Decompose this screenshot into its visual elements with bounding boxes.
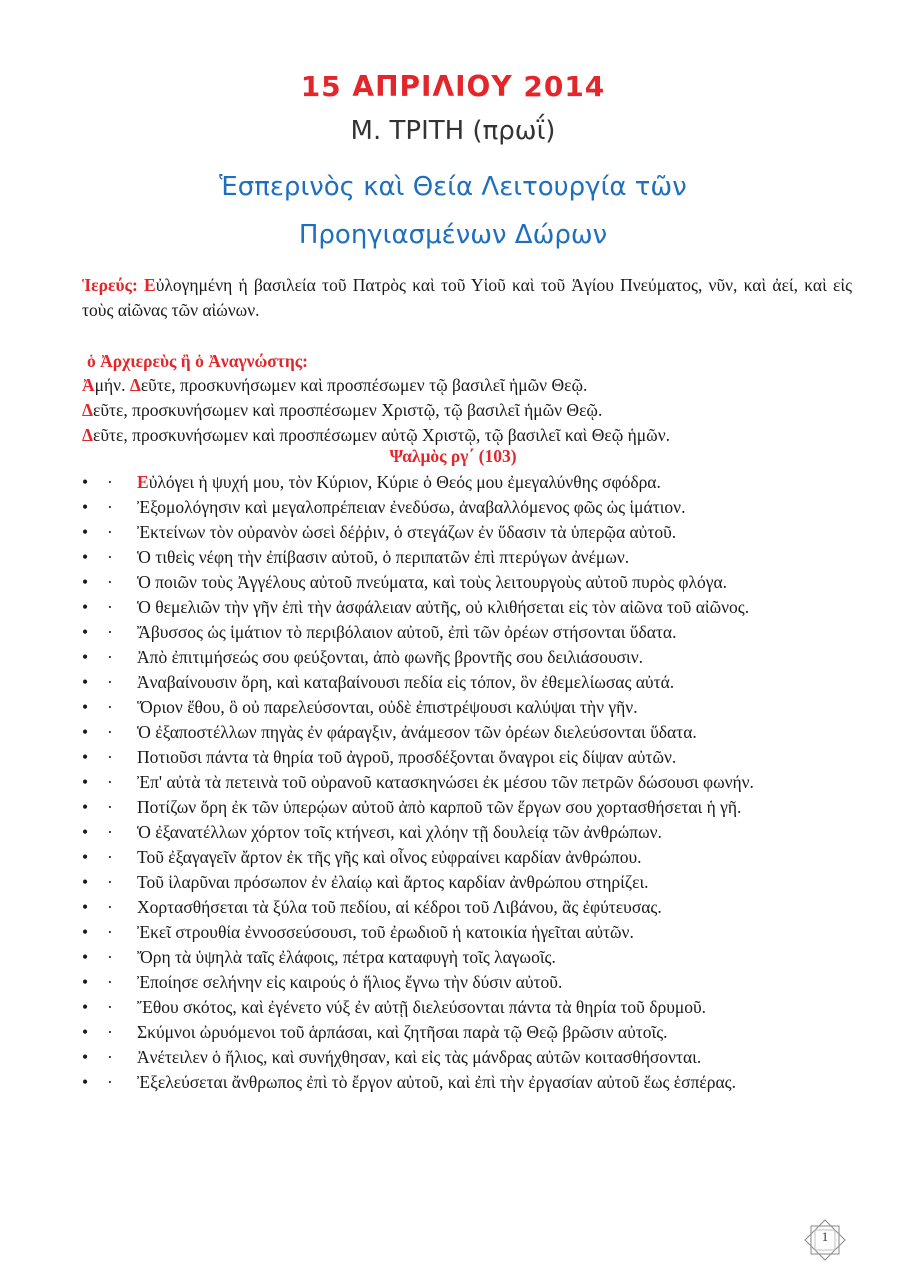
bullet-icon: • (82, 622, 89, 642)
verse-dot-marker: · (107, 697, 113, 717)
verse-dot-marker: · (107, 1072, 113, 1092)
verse-text: Ἔθου σκότος, καὶ ἐγένετο νύξ ἐν αὐτῇ διελεύσονται πάντα τὰ θηρία τοῦ δρυμοῦ. (137, 997, 707, 1017)
verse-dot-marker: · (107, 972, 113, 992)
bullet-icon: • (82, 747, 89, 767)
psalm-verse (82, 620, 852, 645)
verse-dot-marker: · (107, 522, 113, 542)
psalm-verse (82, 1020, 852, 1045)
psalm-verse (82, 670, 852, 695)
psalm-verse (82, 570, 852, 595)
verse-initial: Ε (137, 472, 149, 492)
bullet-icon: • (82, 997, 89, 1017)
verse-text: Ὁ ἐξαποστέλλων πηγὰς ἐν φάραγξιν, ἀνάμεσον τῶν ὀρέων διελεύσονται ὕδατα. (137, 722, 697, 742)
verse-text: Ὁ ἐξανατέλλων χόρτον τοῖς κτήνεσι, καὶ χλόην τῇ δουλείᾳ τῶν ἀνθρώπων. (137, 822, 662, 842)
psalm-verse (82, 820, 852, 845)
psalm-verse (82, 695, 852, 720)
psalm-verse (82, 495, 852, 520)
verse-text: Ὅριον ἔθου, ὃ οὐ παρελεύσονται, οὐδὲ ἐπιστρέψουσι καλύψαι τὴν γῆν. (137, 697, 638, 717)
verse-text: Ἄβυσσος ὡς ἱμάτιον τὸ περιβόλαιον αὐτοῦ, ἐπὶ τῶν ὀρέων στήσονται ὕδατα. (137, 622, 677, 642)
verse-text: Ἐπ' αὐτὰ τὰ πετεινὰ τοῦ οὐρανοῦ κατασκηνώσει ἐκ μέσου τῶν πετρῶν δώσουσι φωνήν. (137, 772, 754, 792)
verse-dot-marker: · (107, 1022, 113, 1042)
service-title-text: Ἑσπερινὸς καὶ Θεία Λειτουργία τῶν Προηγιασμένων Δώρων (219, 172, 687, 250)
intro-initial: Ε (144, 275, 156, 295)
verse-dot-marker: · (107, 547, 113, 567)
bullet-icon: • (82, 497, 89, 517)
psalm-verse (82, 1070, 852, 1095)
response-text: εῦτε, προσκυνήσωμεν καὶ προσπέσωμεν τῷ βασιλεῖ ἡμῶν Θεῷ. (140, 375, 588, 395)
verse-text: Ὁ θεμελιῶν τὴν γῆν ἐπὶ τὴν ἀσφάλειαν αὐτῆς, οὐ κλιθήσεται εἰς τὸν αἰῶνα τοῦ αἰῶνος. (137, 597, 750, 617)
verse-dot-marker: · (107, 722, 113, 742)
bullet-icon: • (82, 847, 89, 867)
psalm-verse (82, 870, 852, 895)
verse-dot-marker: · (107, 822, 113, 842)
verse-dot-marker: · (107, 747, 113, 767)
verse-text: Ὁ τιθεὶς νέφη τὴν ἐπίβασιν αὐτοῦ, ὁ περιπατῶν ἐπὶ πτερύγων ἀνέμων. (137, 547, 630, 567)
bullet-icon: • (82, 547, 89, 567)
verse-text: Ἐποίησε σελήνην εἰς καιρούς ὁ ἥλιος ἔγνω τὴν δύσιν αὐτοῦ. (137, 972, 563, 992)
reader-speaker-label: ὁ Ἀρχιερεὺς ἢ ὁ Ἀναγνώστης: (87, 351, 308, 371)
verse-text: Ἐξελεύσεται ἄνθρωπος ἐπὶ τὸ ἔργον αὐτοῦ, καὶ ἐπὶ τὴν ἐργασίαν αὐτοῦ ἕως ἑσπέρας. (137, 1072, 736, 1092)
bullet-icon: • (82, 797, 89, 817)
psalm-verse (82, 970, 852, 995)
psalm-verse (82, 895, 852, 920)
psalm-verse (82, 470, 852, 495)
bullet-icon: • (82, 772, 89, 792)
verse-text: Σκύμνοι ὠρυόμενοι τοῦ ἁρπάσαι, καὶ ζητῆσαι παρὰ τῷ Θεῷ βρῶσιν αὐτοῖς. (137, 1022, 668, 1042)
response-initial: Δ (82, 425, 93, 445)
bullet-icon: • (82, 872, 89, 892)
intro-paragraph (82, 273, 852, 323)
verse-dot-marker: · (107, 572, 113, 592)
verse-text: Χορτασθήσεται τὰ ξύλα τοῦ πεδίου, αἱ κέδροι τοῦ Λιβάνου, ἃς ἐφύτευσας. (137, 897, 662, 917)
psalm-verse (82, 845, 852, 870)
verse-text: Τοῦ ἐξαγαγεῖν ἄρτον ἐκ τῆς γῆς καὶ οἶνος εὐφραίνει καρδίαν ἀνθρώπου. (137, 847, 642, 867)
verse-text: Ἐκεῖ στρουθία ἐννοσσεύσουσι, τοῦ ἐρωδιοῦ ἡ κατοικία ἡγεῖται αὐτῶν. (137, 922, 634, 942)
psalm-verse (82, 545, 852, 570)
service-title (0, 163, 906, 259)
verse-text: Ἀνέτειλεν ὁ ἥλιος, καὶ συνήχθησαν, καὶ εἰς τὰς μάνδρας αὐτῶν κοιτασθήσονται. (137, 1047, 702, 1067)
verse-dot-marker: · (107, 947, 113, 967)
verse-text: Ποτίζων ὄρη ἐκ τῶν ὑπερῴων αὐτοῦ ἀπὸ καρποῦ τῶν ἔργων σου χορτασθήσεται ἡ γῆ. (137, 797, 742, 817)
psalm-verse (82, 720, 852, 745)
verse-text: Ποτιοῦσι πάντα τὰ θηρία τοῦ ἀγροῦ, προσδέξονται ὄναγροι εἰς δίψαν αὐτῶν. (137, 747, 677, 767)
psalm-verse (82, 520, 852, 545)
verse-dot-marker: · (107, 1047, 113, 1067)
verse-text: Ὁ ποιῶν τοὺς Ἀγγέλους αὐτοῦ πνεύματα, καὶ τοὺς λειτουργοὺς αὐτοῦ πυρὸς φλόγα. (137, 572, 728, 592)
psalm-verse (82, 645, 852, 670)
psalm-verse (82, 595, 852, 620)
bullet-icon: • (82, 972, 89, 992)
priest-speaker-label: Ἱερεύς: (82, 275, 138, 295)
verse-text: Ἐκτείνων τὸν οὐρανὸν ὡσεὶ δέῤῥιν, ὁ στεγάζων ἐν ὕδασιν τὰ ὑπερῷα αὐτοῦ. (137, 522, 677, 542)
verse-dot-marker: · (107, 647, 113, 667)
verse-text: Ἐξομολόγησιν καὶ μεγαλοπρέπειαν ἐνεδύσω, ἀναβαλλόμενος φῶς ὡς ἱμάτιον. (137, 497, 686, 517)
verse-dot-marker: · (107, 772, 113, 792)
verse-dot-marker: · (107, 872, 113, 892)
psalm-verse (82, 770, 852, 795)
document-day: Μ. ΤΡΙΤΗ (πρωΐ) (350, 116, 556, 146)
bullet-icon: • (82, 647, 89, 667)
verse-dot-marker: · (107, 897, 113, 917)
bullet-icon: • (82, 572, 89, 592)
verse-text: Ὄρη τὰ ὑψηλὰ ταῖς ἐλάφοις, πέτρα καταφυγὴ τοῖς λαγωοῖς. (137, 947, 556, 967)
bullet-icon: • (82, 822, 89, 842)
bullet-icon: • (82, 1072, 89, 1092)
response-line (82, 398, 852, 423)
verse-dot-marker: · (107, 622, 113, 642)
document-date: 15 ΑΠΡΙΛΙΟΥ 2014 (300, 70, 606, 103)
verse-dot-marker: · (107, 597, 113, 617)
psalm-verse (82, 945, 852, 970)
response-line (82, 373, 852, 398)
verse-dot-marker: · (107, 797, 113, 817)
verse-dot-marker: · (107, 997, 113, 1017)
bullet-icon: • (82, 722, 89, 742)
bullet-icon: • (82, 1022, 89, 1042)
verse-text: ὐλόγει ἡ ψυχή μου, τὸν Κύριον, Κύριε ὁ Θεός μου ἐμεγαλύνθης σφόδρα. (148, 472, 661, 492)
bullet-icon: • (82, 472, 89, 492)
verse-text: Ἀναβαίνουσιν ὄρη, καὶ καταβαίνουσι πεδία εἰς τόπον, ὃν ἐθεμελίωσας αὐτά. (137, 672, 675, 692)
verse-dot-marker: · (107, 847, 113, 867)
response-lines (82, 373, 852, 448)
page-number: 1 (821, 1229, 829, 1244)
response-initial: Δ (129, 375, 141, 395)
bullet-icon: • (82, 597, 89, 617)
bullet-icon: • (82, 1047, 89, 1067)
psalm-verse (82, 920, 852, 945)
verse-dot-marker: · (107, 672, 113, 692)
verse-text: Τοῦ ἱλαρῦναι πρόσωπον ἐν ἐλαίῳ καὶ ἄρτος καρδίαν ἀνθρώπου στηρίζει. (137, 872, 649, 892)
verse-dot-marker: · (107, 472, 113, 492)
bullet-icon: • (82, 897, 89, 917)
response-text: μήν. (94, 375, 130, 395)
verse-dot-marker: · (107, 497, 113, 517)
response-initial: Ἀ (82, 375, 95, 395)
psalm-verse (82, 795, 852, 820)
response-line (82, 423, 852, 448)
intro-text: ὐλογημένη ἡ βασιλεία τοῦ Πατρὸς καὶ τοῦ Υἱοῦ καὶ τοῦ Ἁγίου Πνεύματος, νῦν, καὶ ἀεί, καὶ εἰς τοὺς αἰῶνας τῶν αἰώνων. (82, 275, 852, 320)
psalm-verse (82, 745, 852, 770)
response-text: εῦτε, προσκυνήσωμεν καὶ προσπέσωμεν Χριστῷ, τῷ βασιλεῖ ἡμῶν Θεῷ. (92, 400, 603, 420)
bullet-icon: • (82, 522, 89, 542)
bullet-icon: • (82, 947, 89, 967)
psalm-title: Ψαλμὸς ργ΄ (103) (389, 446, 517, 466)
psalm-verse-list (82, 470, 852, 1095)
verse-dot-marker: · (107, 922, 113, 942)
bullet-icon: • (82, 672, 89, 692)
bullet-icon: • (82, 922, 89, 942)
response-text: εῦτε, προσκυνήσωμεν καὶ προσπέσωμεν αὐτῷ Χριστῷ, τῷ βασιλεῖ καὶ Θεῷ ἡμῶν. (92, 425, 670, 445)
response-initial: Δ (82, 400, 93, 420)
psalm-verse (82, 1045, 852, 1070)
bullet-icon: • (82, 697, 89, 717)
verse-text: Ἀπὸ ἐπιτιμήσεώς σου φεύξονται, ἀπὸ φωνῆς βροντῆς σου δειλιάσουσιν. (137, 647, 644, 667)
psalm-verse (82, 995, 852, 1020)
